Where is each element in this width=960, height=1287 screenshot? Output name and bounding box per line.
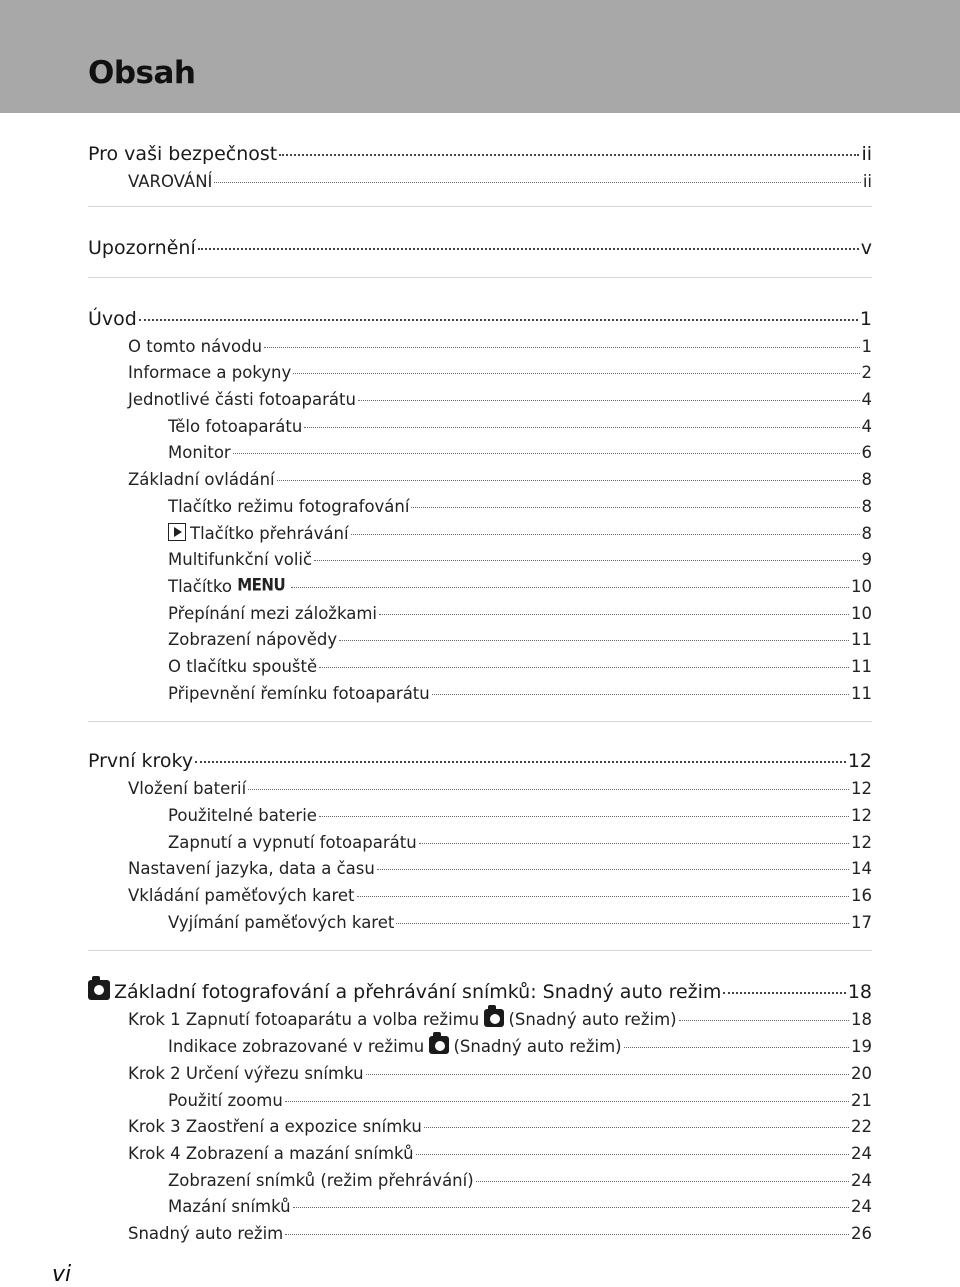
- toc-entry-text: Základní ovládání: [128, 470, 275, 490]
- dot-leader: [214, 182, 860, 183]
- toc-entry[interactable]: [88, 233, 872, 263]
- menu-button-icon: MENU: [237, 574, 286, 596]
- toc-entry-label: [128, 360, 291, 387]
- toc-entry[interactable]: [88, 1141, 872, 1168]
- toc-page-number: 4: [861, 390, 872, 410]
- toc-entry-text: Zobrazení nápovědy: [168, 630, 338, 650]
- toc-entry[interactable]: [88, 627, 872, 654]
- toc-page-number: 8: [861, 470, 872, 490]
- toc-page-number: 10: [851, 603, 872, 623]
- toc-entry-label: [128, 1221, 283, 1248]
- dot-leader: [279, 154, 859, 156]
- toc-entry-text: Připevnění řemínku fotoaparátu: [168, 683, 430, 703]
- toc-entry[interactable]: [88, 387, 872, 414]
- toc-entry-text: Snadný auto režim: [128, 1223, 284, 1243]
- dot-leader: [293, 373, 859, 374]
- toc-entry[interactable]: [88, 803, 872, 830]
- dot-leader: [396, 923, 849, 924]
- dot-leader: [424, 1127, 849, 1128]
- dot-leader: [248, 789, 849, 790]
- table-of-contents: [88, 139, 872, 1248]
- toc-entry[interactable]: [88, 1114, 872, 1141]
- dot-leader: [432, 694, 849, 695]
- toc-entry-text: První kroky: [88, 750, 194, 773]
- toc-entry[interactable]: [88, 169, 872, 196]
- dot-leader: [339, 640, 849, 641]
- toc-entry-text: Vkládání paměťových karet: [128, 886, 355, 906]
- dot-leader: [358, 400, 860, 401]
- toc-entry[interactable]: [88, 1088, 872, 1115]
- toc-page-number: 9: [861, 550, 872, 570]
- dot-leader: [319, 816, 849, 817]
- easy-auto-icon: [484, 1009, 504, 1027]
- toc-page-number: 6: [861, 443, 872, 463]
- toc-entry-label: [168, 1194, 291, 1221]
- toc-entry-label: [128, 1114, 422, 1141]
- page-title: Obsah: [88, 55, 196, 91]
- dot-leader: [277, 480, 860, 481]
- toc-page-number: 2: [861, 363, 872, 383]
- toc-entry-text: Krok 3 Zaostření a expozice snímku: [128, 1117, 422, 1137]
- dot-leader: [293, 1207, 849, 1208]
- dot-leader: [379, 614, 849, 615]
- toc-entry[interactable]: [88, 334, 872, 361]
- toc-entry[interactable]: [88, 883, 872, 910]
- toc-entry-text: Pro vaši bezpečnost: [88, 143, 278, 165]
- dot-leader: [723, 992, 845, 994]
- toc-page-number: 14: [851, 859, 872, 879]
- toc-entry-label: [128, 1061, 364, 1088]
- toc-entry-label: [88, 139, 277, 169]
- toc-entry[interactable]: [88, 574, 872, 601]
- toc-page-number: 12: [847, 750, 872, 773]
- dot-leader: [419, 843, 849, 844]
- toc-entry-label: [128, 169, 212, 196]
- toc-entry[interactable]: [88, 304, 872, 334]
- toc-entry-text: Jednotlivé části fotoaparátu: [128, 390, 356, 410]
- toc-entry-text: Upozornění: [88, 236, 196, 259]
- toc-entry-text: Krok 2 Určení výřezu snímku: [128, 1063, 364, 1083]
- toc-entry-label: [168, 803, 317, 830]
- toc-entry[interactable]: [88, 414, 872, 441]
- toc-entry-text: O tomto návodu: [128, 336, 263, 356]
- toc-page-number: 19: [851, 1037, 872, 1057]
- toc-page-number: 24: [851, 1197, 872, 1217]
- toc-entry[interactable]: [88, 360, 872, 387]
- toc-page-number: 11: [851, 656, 872, 676]
- toc-entry[interactable]: [88, 521, 872, 548]
- toc-entry[interactable]: [88, 830, 872, 857]
- toc-entry[interactable]: [88, 1061, 872, 1088]
- dot-leader: [198, 248, 859, 250]
- toc-entry[interactable]: [88, 547, 872, 574]
- dot-leader: [351, 534, 860, 535]
- dot-leader: [366, 1074, 849, 1075]
- toc-entry-label: [128, 1007, 677, 1034]
- toc-entry-label: [88, 304, 137, 334]
- toc-section: [88, 277, 872, 722]
- toc-page-number: 10: [851, 576, 872, 596]
- toc-entry-text: Použití zoomu: [168, 1090, 283, 1110]
- toc-entry-label: [168, 574, 289, 601]
- toc-entry-label: [168, 681, 430, 708]
- toc-entry-text: Nastavení jazyka, data a času: [128, 859, 375, 879]
- toc-entry-label: [128, 387, 356, 414]
- toc-page-number: 20: [851, 1063, 872, 1083]
- toc-page-number: 18: [851, 1010, 872, 1030]
- easy-auto-icon: [429, 1036, 449, 1054]
- toc-entry-label: [88, 977, 721, 1007]
- toc-entry-text: Tlačítko: [168, 576, 232, 596]
- toc-page-number: 12: [851, 806, 872, 825]
- toc-page-number: 12: [851, 779, 872, 799]
- toc-entry[interactable]: [88, 1168, 872, 1195]
- toc-entry[interactable]: [88, 601, 872, 628]
- toc-entry-text-suffix: (Snadný auto režim): [453, 1037, 622, 1057]
- dot-leader: [314, 560, 859, 561]
- dot-leader: [233, 453, 860, 454]
- toc-page-number: 26: [851, 1223, 872, 1243]
- toc-entry-text: Zapnutí a vypnutí fotoaparátu: [168, 832, 417, 852]
- toc-page-number: 1: [861, 336, 872, 356]
- toc-entry-text: Tlačítko režimu fotografování: [168, 496, 410, 516]
- toc-page-number: 12: [851, 832, 872, 852]
- dot-leader: [139, 319, 858, 321]
- toc-page-number: 21: [851, 1090, 872, 1110]
- dot-leader: [679, 1020, 849, 1021]
- toc-entry-label: [88, 233, 196, 263]
- toc-entry-text: O tlačítku spouště: [168, 656, 318, 676]
- toc-page-number: 18: [847, 981, 872, 1004]
- toc-entry-text: Tlačítko přehrávání: [190, 523, 349, 543]
- toc-entry-label: [128, 334, 262, 361]
- toc-entry[interactable]: [88, 1194, 872, 1221]
- dot-leader: [285, 1234, 849, 1235]
- toc-entry-label: [88, 746, 193, 776]
- toc-entry-label: [168, 601, 377, 628]
- toc-entry-label: [168, 910, 394, 937]
- toc-entry-text: Multifunkční volič: [168, 550, 313, 570]
- toc-page-number: 1: [859, 307, 872, 330]
- toc-page-number: 17: [851, 912, 872, 932]
- dot-leader: [411, 507, 859, 508]
- toc-page-number: 22: [851, 1117, 872, 1137]
- toc-entry-label: [128, 776, 246, 803]
- dot-leader: [377, 869, 849, 870]
- toc-entry-text: Informace a pokyny: [128, 363, 292, 383]
- toc-section: [88, 721, 872, 950]
- toc-entry-text: Zobrazení snímků (režim přehrávání): [168, 1170, 474, 1190]
- dot-leader: [285, 1101, 849, 1102]
- dot-leader: [264, 347, 859, 348]
- toc-entry-label: [168, 654, 317, 681]
- toc-page-number: 4: [861, 416, 872, 436]
- toc-entry[interactable]: [88, 1034, 872, 1061]
- toc-page-number: v: [860, 236, 872, 259]
- toc-page-number: 8: [861, 523, 872, 543]
- toc-entry-label: [168, 521, 349, 548]
- toc-entry-text: Indikace zobrazované v režimu: [168, 1037, 425, 1057]
- toc-entry[interactable]: [88, 746, 872, 776]
- toc-entry-text: Přepínání mezi záložkami: [168, 603, 378, 623]
- toc-entry[interactable]: [88, 654, 872, 681]
- toc-page-number: 8: [861, 496, 872, 516]
- toc-entry-text: Krok 4 Zobrazení a mazání snímků: [128, 1143, 414, 1163]
- toc-entry-text: Použitelné baterie: [168, 806, 317, 825]
- toc-entry-text: Vyjímání paměťových karet: [168, 912, 395, 932]
- toc-entry[interactable]: [88, 1007, 872, 1034]
- toc-page-number: 16: [851, 886, 872, 906]
- toc-entry-text: Tělo fotoaparátu: [168, 416, 303, 436]
- toc-entry-label: [168, 1034, 622, 1061]
- toc-entry-text: Monitor: [168, 443, 231, 463]
- toc-entry-label: [168, 494, 409, 521]
- toc-page-number: 11: [851, 630, 872, 650]
- dot-leader: [476, 1181, 849, 1182]
- toc-entry[interactable]: [88, 440, 872, 467]
- toc-entry-label: [168, 1168, 474, 1195]
- toc-page-number: 24: [851, 1170, 872, 1190]
- toc-entry-label: [128, 467, 275, 494]
- toc-entry[interactable]: [88, 494, 872, 521]
- toc-page-number: ii: [861, 143, 872, 165]
- toc-page-number: ii: [862, 172, 872, 191]
- toc-entry-label: [168, 440, 231, 467]
- toc-entry[interactable]: [88, 139, 872, 169]
- dot-leader: [304, 427, 859, 428]
- toc-entry-label: [128, 883, 355, 910]
- toc-entry[interactable]: [88, 856, 872, 883]
- toc-section: [88, 139, 872, 206]
- toc-page-number: 24: [851, 1143, 872, 1163]
- dot-leader: [624, 1047, 849, 1048]
- toc-entry-label: [168, 627, 337, 654]
- toc-entry[interactable]: [88, 776, 872, 803]
- toc-entry-label: [168, 1088, 283, 1115]
- toc-entry-text: VAROVÁNÍ: [128, 172, 213, 191]
- toc-entry-text: Krok 1 Zapnutí fotoaparátu a volba režimu: [128, 1010, 480, 1030]
- dot-leader: [195, 761, 846, 763]
- toc-entry[interactable]: [88, 467, 872, 494]
- toc-entry-label: [128, 856, 375, 883]
- toc-section: [88, 206, 872, 277]
- dot-leader: [416, 1154, 849, 1155]
- toc-entry-text: Mazání snímků: [168, 1197, 291, 1217]
- toc-entry-label: [168, 414, 302, 441]
- page-number: vi: [52, 1262, 72, 1287]
- toc-entry[interactable]: [88, 977, 872, 1007]
- toc-entry-text: Úvod: [88, 307, 137, 330]
- toc-entry-label: [168, 830, 417, 857]
- easy-auto-icon: [88, 980, 110, 1000]
- playback-icon: [168, 523, 186, 541]
- toc-entry[interactable]: [88, 1221, 872, 1248]
- toc-entry-text-suffix: (Snadný auto režim): [508, 1010, 677, 1030]
- toc-entry-text: Základní fotografování a přehrávání snímků: Snadný auto režim: [114, 981, 722, 1004]
- dot-leader: [357, 896, 849, 897]
- toc-page-number: 11: [851, 683, 872, 703]
- toc-entry-text: Vložení baterií: [128, 779, 247, 799]
- toc-entry-label: [128, 1141, 414, 1168]
- dot-leader: [319, 667, 849, 668]
- toc-section: [88, 950, 872, 1247]
- dot-leader: [291, 587, 849, 588]
- toc-entry[interactable]: [88, 910, 872, 937]
- toc-entry[interactable]: [88, 681, 872, 708]
